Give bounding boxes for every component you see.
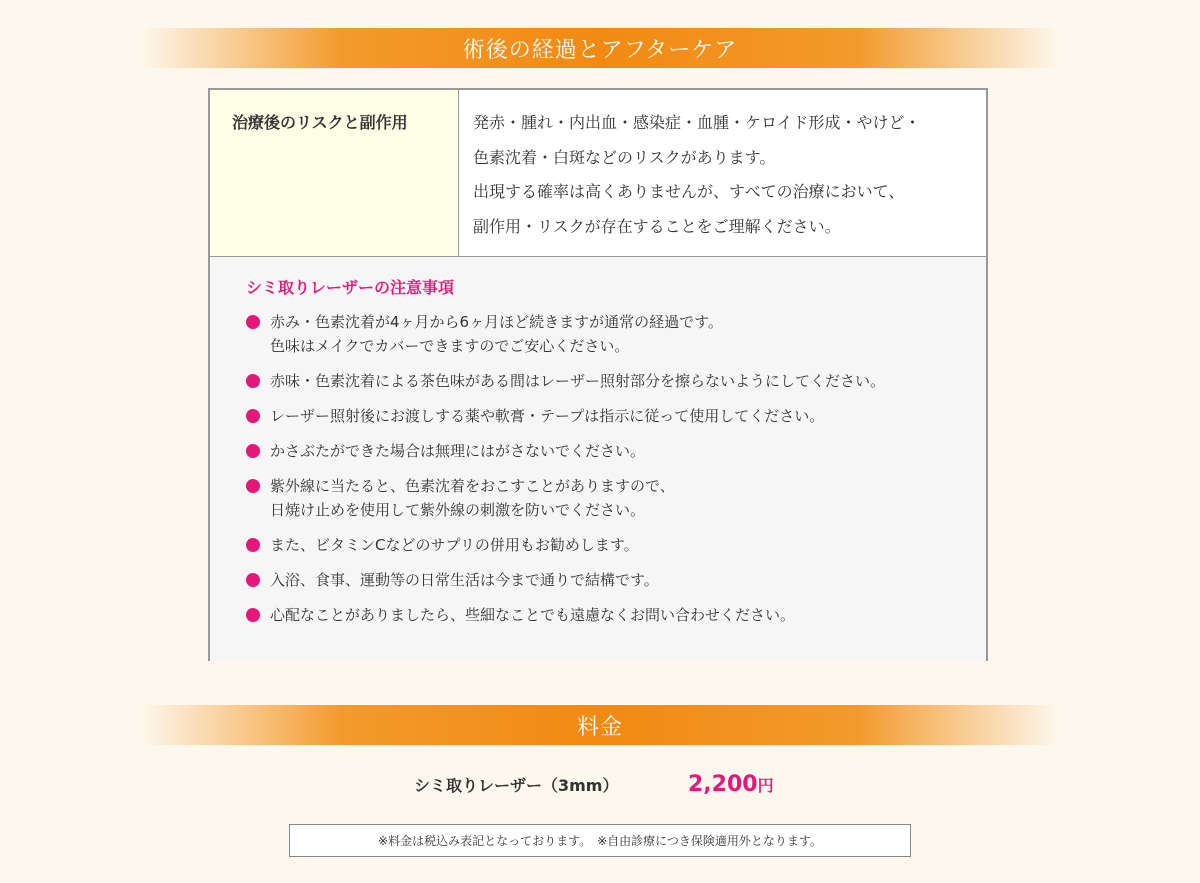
price-unit: 円 bbox=[757, 775, 774, 795]
note-text: 入浴、食事、運動等の日常生活は今まで通りで結構です。 bbox=[270, 571, 659, 589]
note-text: かさぶたができた場合は無理にはがさないでください。 bbox=[270, 442, 646, 460]
aftercare-panel bbox=[208, 88, 988, 661]
note-text: 心配なことがありましたら、些細なことでも遠慮なくお問い合わせください。 bbox=[270, 606, 796, 624]
notes-title: シミ取りレーザーの注意事項 bbox=[246, 278, 455, 297]
price-item-label: シミ取りレーザー（3mm） bbox=[414, 775, 619, 795]
list-item bbox=[246, 404, 986, 428]
price-row bbox=[0, 768, 1200, 800]
list-item bbox=[246, 369, 986, 393]
price-value bbox=[688, 772, 774, 797]
notes-list bbox=[246, 310, 986, 627]
bullet-icon bbox=[246, 409, 260, 423]
list-item bbox=[246, 568, 986, 592]
list-item bbox=[246, 439, 986, 463]
bullet-icon bbox=[246, 608, 260, 622]
price-amount: 2,200 bbox=[688, 771, 758, 797]
list-item bbox=[246, 533, 986, 557]
bullet-icon bbox=[246, 374, 260, 388]
note-text: また、ビタミンCなどのサプリの併用もお勧めします。 bbox=[270, 536, 639, 554]
bullet-icon bbox=[246, 479, 260, 493]
pricing-title: 料金 bbox=[576, 714, 623, 740]
bullet-icon bbox=[246, 315, 260, 329]
list-item bbox=[246, 474, 986, 522]
bullet-icon bbox=[246, 538, 260, 552]
note-text: 赤み・色素沈着が4ヶ月から6ヶ月ほど続きますが通常の経過です。 色味はメイクでカバーできますのでご安心ください。 bbox=[270, 313, 723, 355]
pricing-note: ※料金は税込み表記となっております。 ※自由診療につき保険適用外となります。 bbox=[289, 824, 911, 857]
list-item bbox=[246, 603, 986, 627]
risk-label: 治療後のリスクと副作用 bbox=[210, 90, 459, 256]
risk-row bbox=[210, 90, 986, 257]
pricing-section-header bbox=[140, 705, 1060, 745]
bullet-icon bbox=[246, 444, 260, 458]
note-text: 赤味・色素沈着による茶色味がある間はレーザー照射部分を擦らないようにしてください。 bbox=[270, 372, 886, 390]
notes-section bbox=[210, 257, 986, 662]
note-text: 紫外線に当たると、色素沈着をおこすことがありますので、 日焼け止めを使用して紫外線の刺激を防いでください。 bbox=[270, 477, 675, 519]
note-text: レーザー照射後にお渡しする薬や軟膏・テープは指示に従って使用してください。 bbox=[270, 407, 825, 425]
bullet-icon bbox=[246, 573, 260, 587]
list-item bbox=[246, 310, 986, 358]
aftercare-section-header bbox=[140, 28, 1060, 68]
risk-text: 発赤・腫れ・内出血・感染症・血腫・ケロイド形成・やけど・ 色素沈着・白斑などのリスクがあります。 出現する確率は高くありませんが、すべての治療において、 副作用・リスクが存在することをご理解ください。 bbox=[473, 113, 921, 236]
aftercare-title: 術後の経過とアフターケア bbox=[462, 37, 738, 63]
